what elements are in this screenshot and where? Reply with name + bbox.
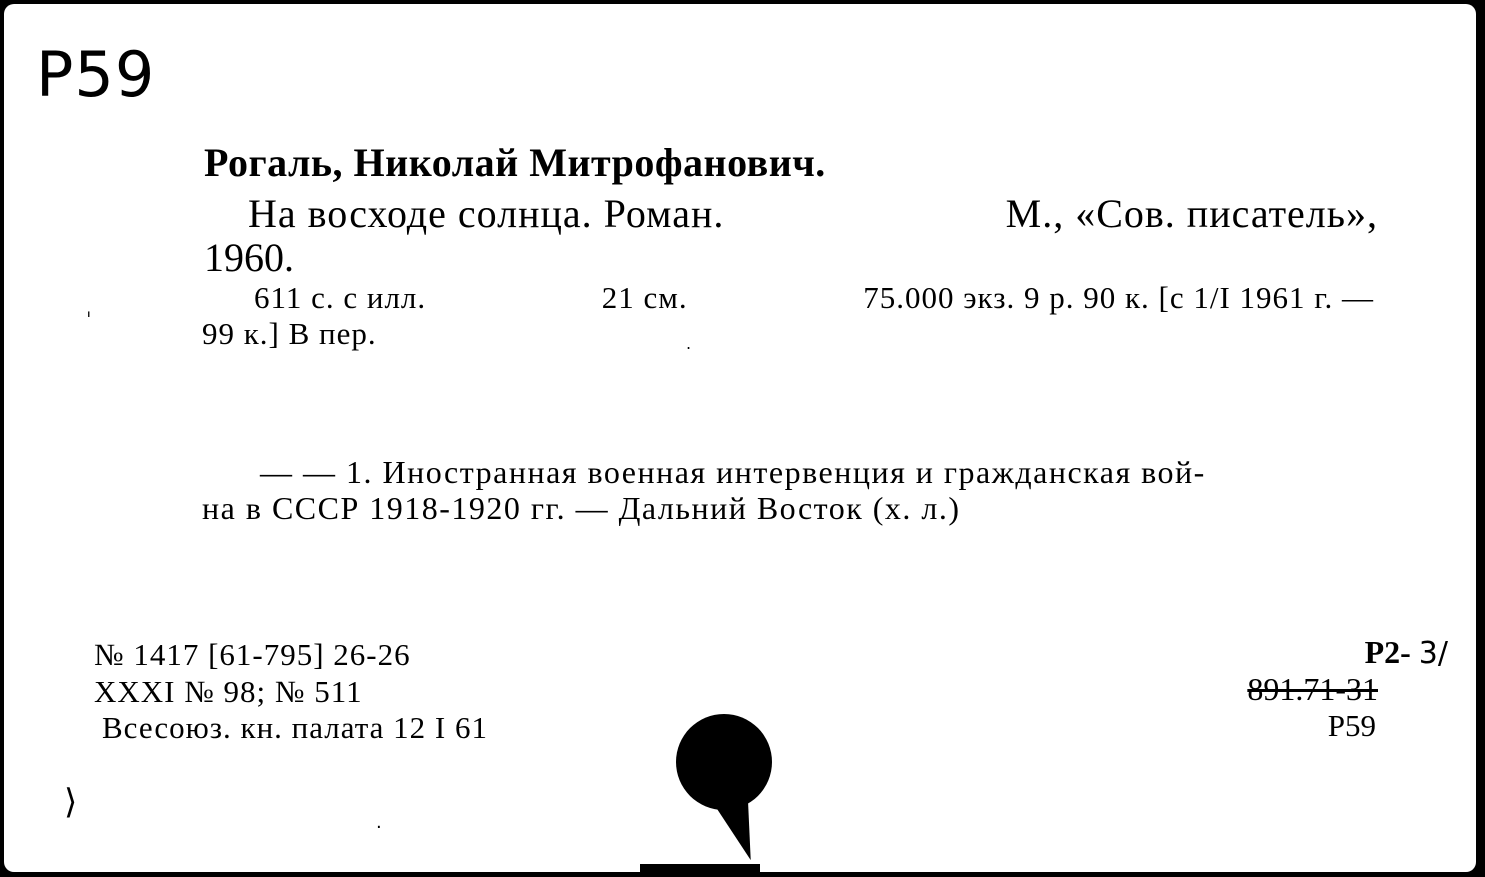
stray-mark-bracket: ⟩ xyxy=(64,782,78,822)
stray-dot: . xyxy=(686,334,692,353)
classification-line-2-struck: 891.71-31 xyxy=(1247,671,1378,707)
publisher-text: М., «Сов. писатель», xyxy=(1005,191,1378,236)
registry-line-1: № 1417 [61-795] 26-26 xyxy=(94,637,411,672)
subject-heading-line1 xyxy=(260,454,1375,491)
stray-dot-bottom: . xyxy=(376,812,382,833)
title-text: На восходе солнца. Роман. xyxy=(248,191,725,236)
title-publication-line xyxy=(248,190,1378,237)
size-text: 21 см. xyxy=(601,280,688,315)
card-bottom-notch xyxy=(640,864,760,876)
classification-printed: Р2- xyxy=(1364,634,1411,670)
classification-line-1 xyxy=(1365,634,1448,671)
classification-handwritten: 3/ xyxy=(1418,636,1448,671)
physical-description-line2: 99 к.] В пер. xyxy=(202,316,377,351)
publication-year: 1960. xyxy=(204,235,294,280)
author-heading: Рогаль, Николай Митрофанович. xyxy=(204,140,826,185)
classification-line-3: Р59 xyxy=(1327,708,1376,743)
catalog-card xyxy=(4,4,1476,872)
subject-heading-line2: на в СССР 1918-1920 гг. — Дальний Восток (х. л.) xyxy=(202,490,961,526)
call-number-handwritten: P59 xyxy=(36,38,156,111)
subject-text-start: — — 1. Иностранная военная интервенция и гражданская вой- xyxy=(260,454,1206,490)
price-text: 75.000 экз. 9 р. 90 к. [с 1/I 1961 г. — xyxy=(863,280,1374,315)
stray-mark: ˈ xyxy=(86,308,92,332)
pages-text: 611 с. с илл. xyxy=(254,280,427,315)
physical-description-line1 xyxy=(254,280,1374,316)
registry-line-2: XXXI № 98; № 511 xyxy=(94,674,363,709)
registry-line-3: Всесоюз. кн. палата 12 I 61 xyxy=(102,710,488,745)
